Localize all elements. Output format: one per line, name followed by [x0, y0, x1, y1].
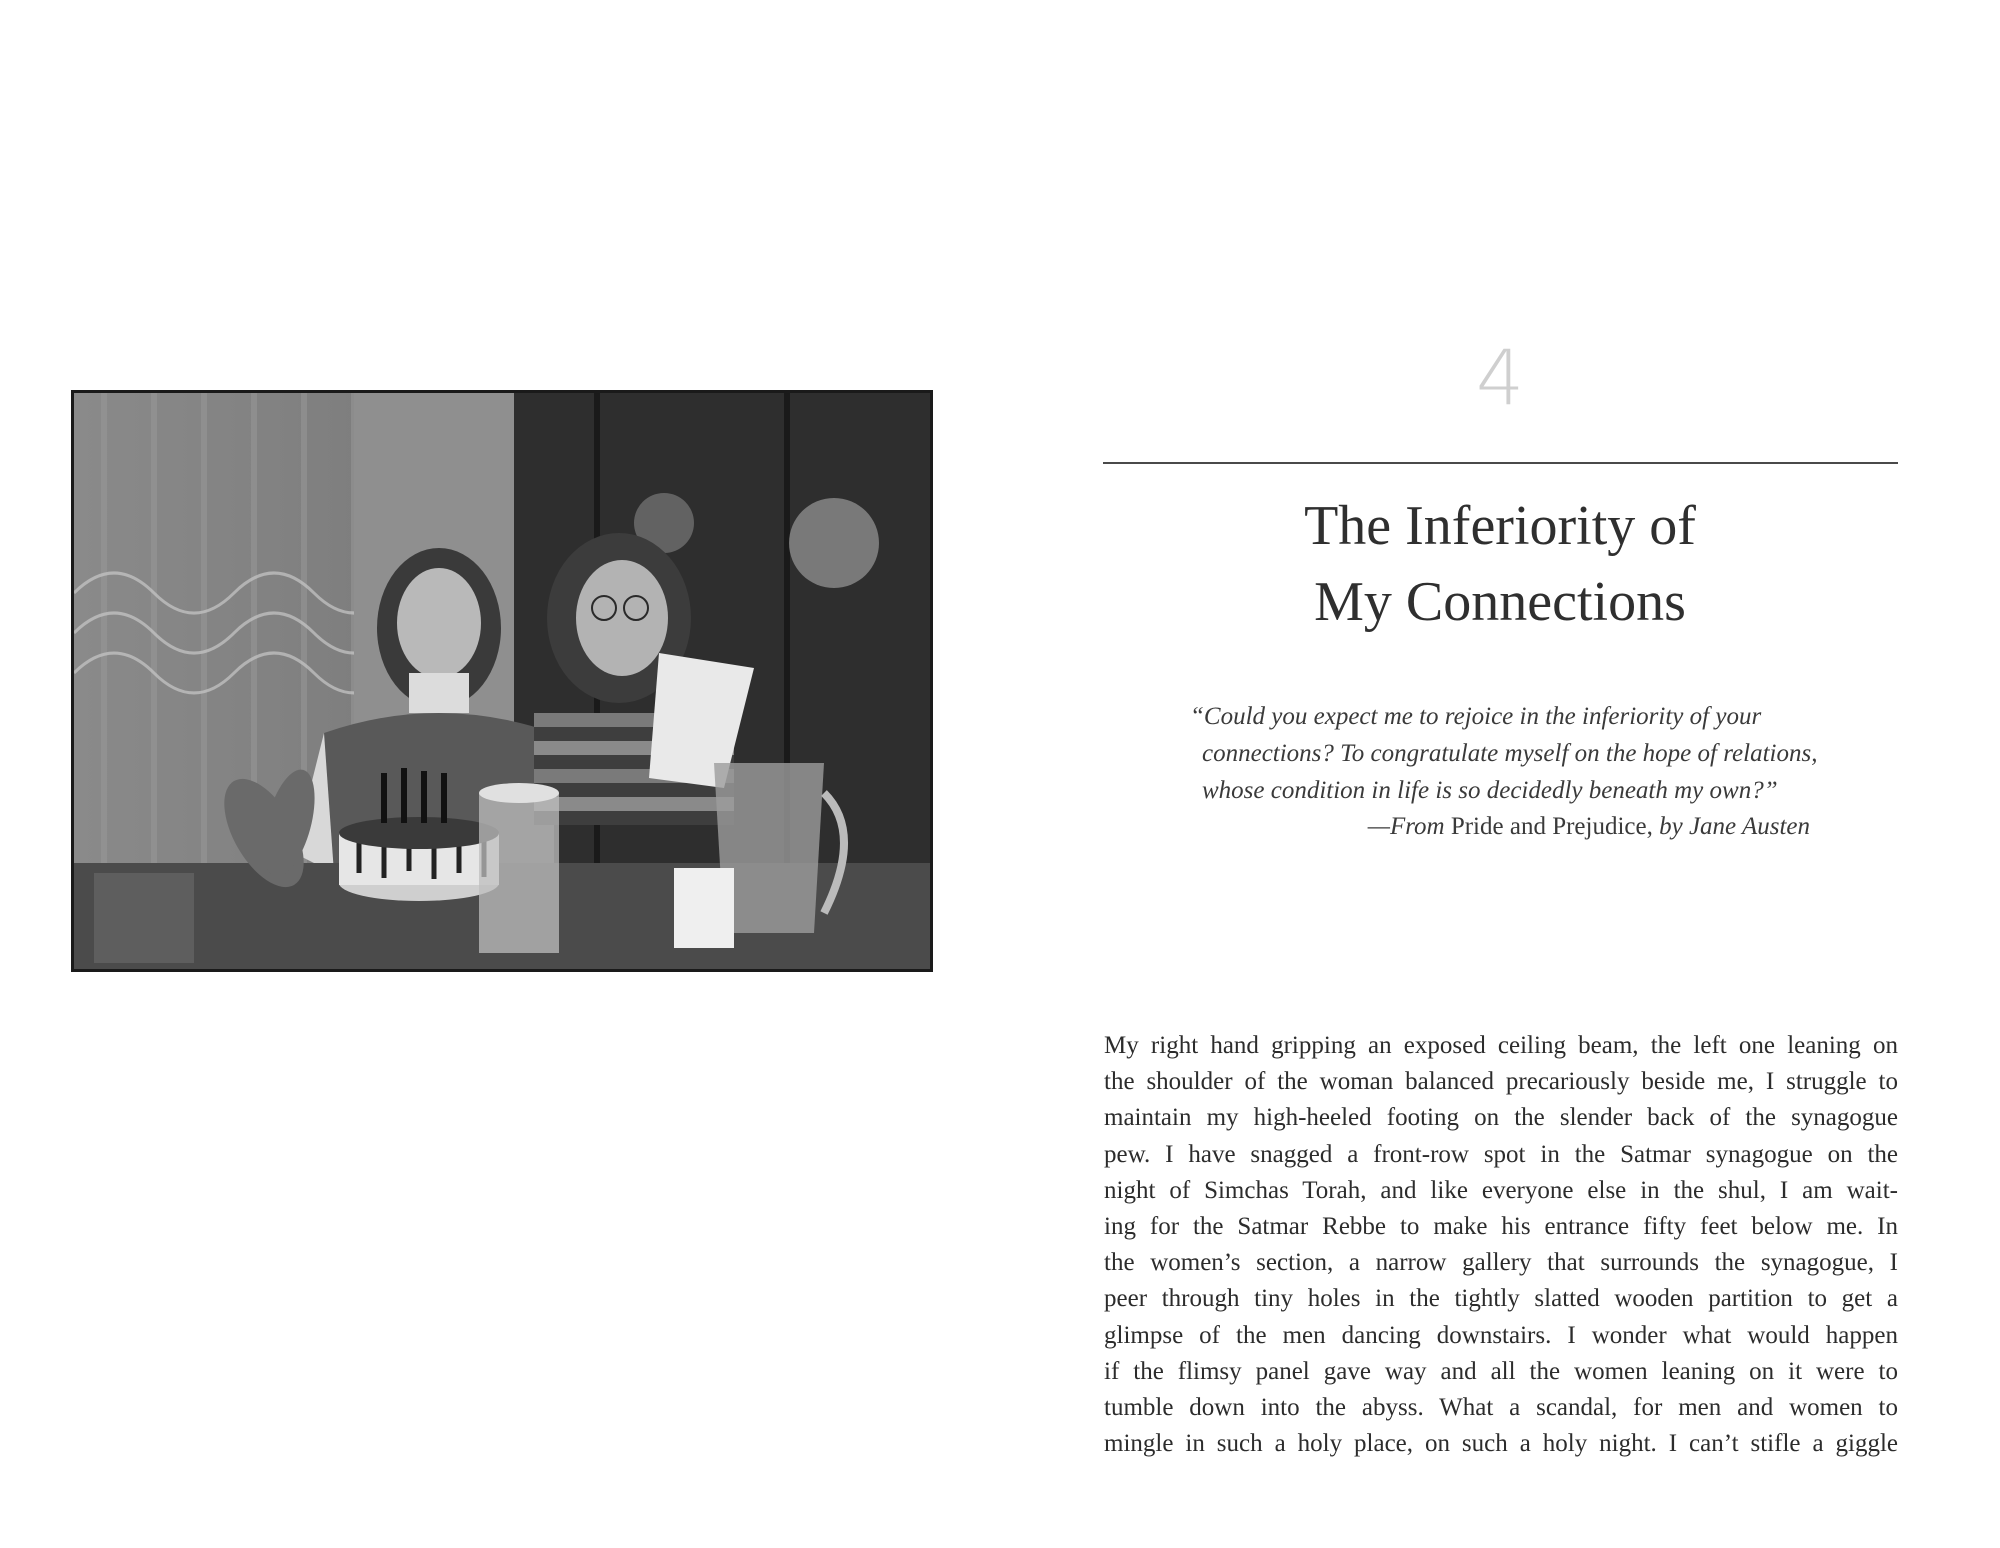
- attribution-author: by Jane Austen: [1659, 813, 1810, 840]
- body-line: My right hand gripping an exposed ceiling beam, the left one leaning on: [1104, 1032, 1898, 1059]
- epigraph: [1190, 698, 1850, 809]
- body-line: maintain my high-heeled footing on the slender back of the synagogue: [1104, 1104, 1898, 1132]
- body-line: tumble down into the abyss. What a scandal, for men and women to: [1104, 1394, 1898, 1422]
- chapter-title-line-1: The Inferiority of: [1304, 495, 1696, 557]
- body-line: ing for the Satmar Rebbe to make his entrance fifty feet below me. In: [1104, 1213, 1898, 1241]
- chapter-number: 4: [1475, 333, 1525, 422]
- body-line: the shoulder of the woman balanced precariously beside me, I struggle to: [1104, 1068, 1898, 1096]
- chapter-title-line-2: My Connections: [1314, 571, 1686, 633]
- body-line: peer through tiny holes in the tightly slatted wooden partition to get a: [1104, 1285, 1898, 1313]
- epigraph-attribution: [1100, 808, 1810, 845]
- epigraph-line: whose condition in life is so decidedly beneath my own?”: [1202, 777, 1778, 804]
- body-line: if the flimsy panel gave way and all the women leaning on it were to: [1104, 1357, 1898, 1385]
- chapter-rule: [1103, 462, 1898, 464]
- chapter-photo: [71, 390, 933, 972]
- epigraph-line: “Could you expect me to rejoice in the inferiority of your: [1190, 703, 1762, 730]
- body-line: glimpse of the men dancing downstairs. I wonder what would happen: [1104, 1321, 1898, 1349]
- body-text: [1104, 1028, 1898, 1462]
- chapter-title: [1100, 488, 1900, 640]
- body-line: pew. I have snagged a front-row spot in the Satmar synagogue on the: [1104, 1140, 1898, 1168]
- photo-two-girls-birthday-cake-icon: [74, 393, 930, 969]
- attribution-prefix: —From: [1367, 813, 1445, 840]
- epigraph-line: connections? To congratulate myself on the hope of relations,: [1202, 740, 1818, 767]
- body-line: the women’s section, a narrow gallery that surrounds the synagogue, I: [1104, 1249, 1898, 1277]
- body-line: night of Simchas Torah, and like everyone else in the shul, I am wait-: [1104, 1176, 1898, 1204]
- attribution-work: Pride and Prejudice,: [1450, 813, 1653, 840]
- body-line: mingle in such a holy place, on such a holy night. I can’t stifle a giggle: [1104, 1430, 1898, 1458]
